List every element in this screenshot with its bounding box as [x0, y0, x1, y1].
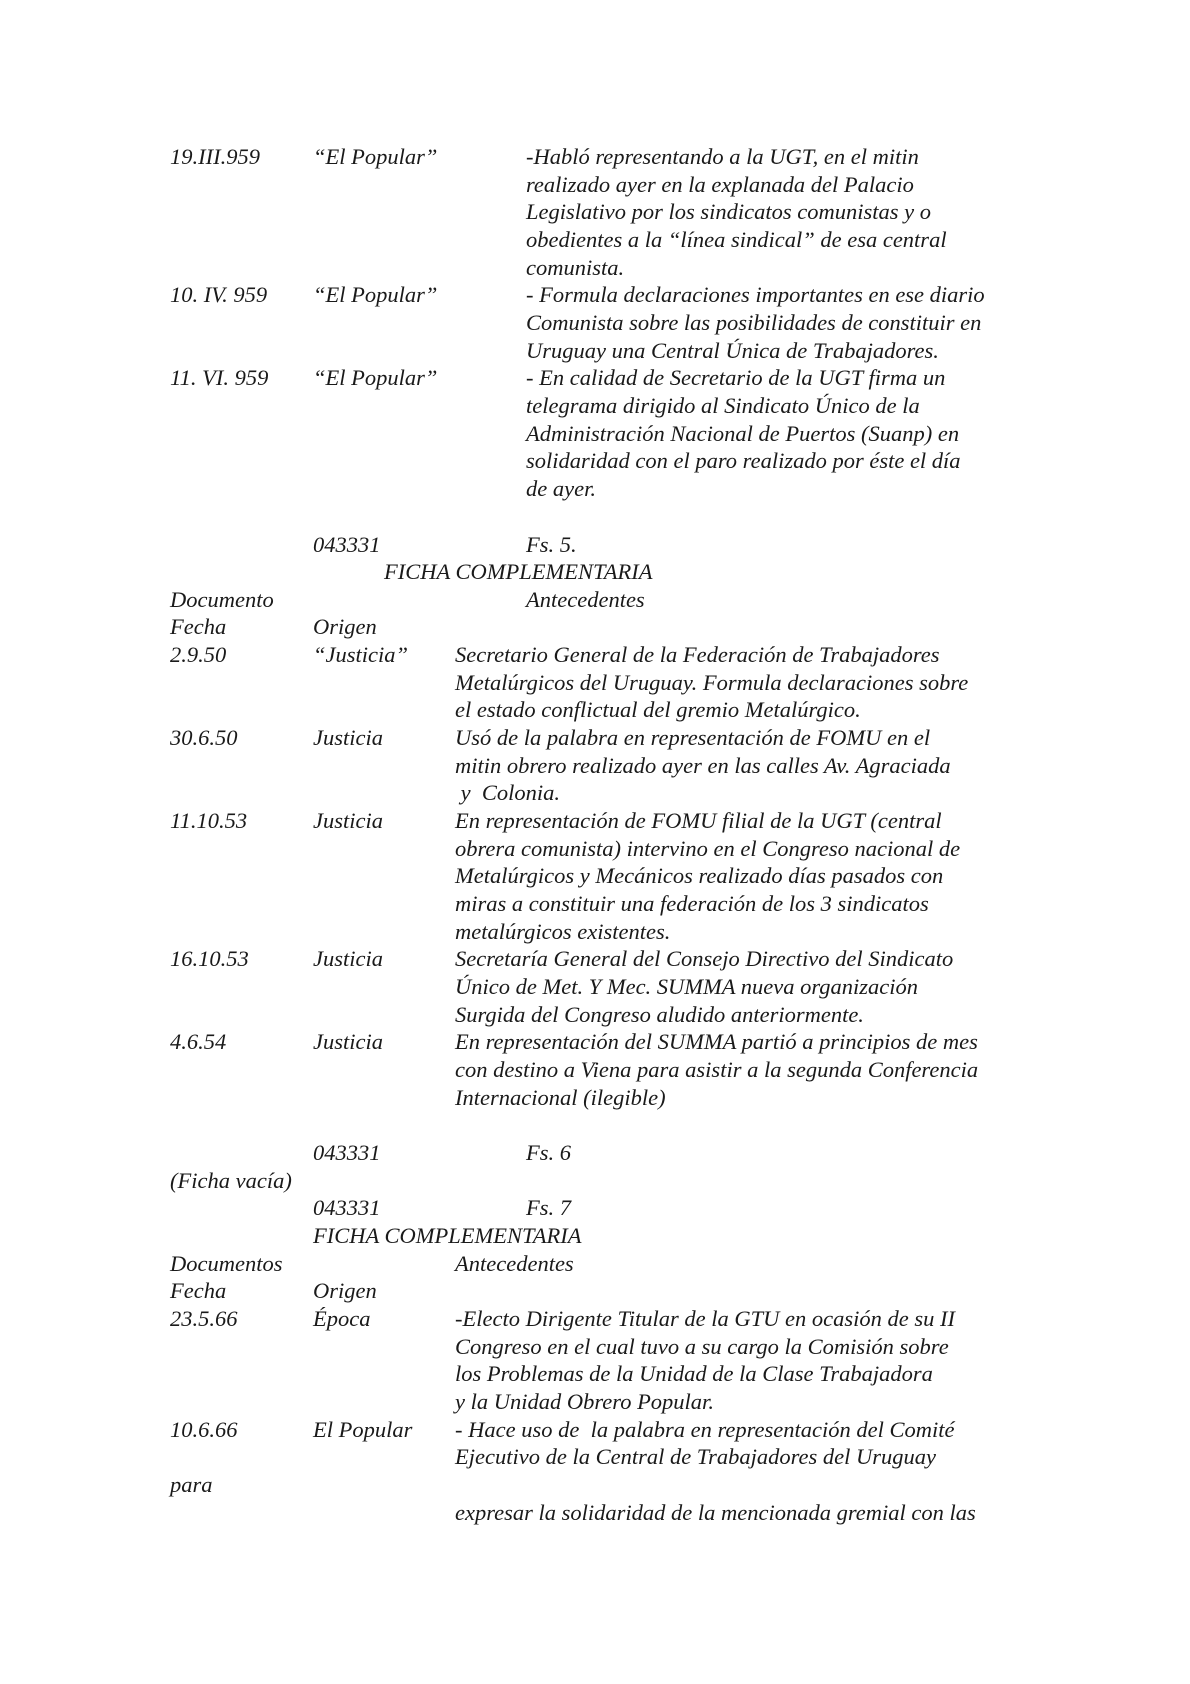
entry-text-line: En representación de FOMU filial de la UGT (central — [455, 808, 942, 833]
entry-text-line: Secretaría General del Consejo Directivo del Sindicato — [455, 946, 954, 971]
entry-text-line: Usó de la palabra en representación de FOMU en el — [455, 725, 931, 750]
entry-text-line: Internacional (ilegible) — [455, 1085, 666, 1110]
entry-text-line: Único de Met. Y Mec. SUMMA nueva organización — [455, 974, 919, 999]
column-header-documentos: Documentos — [170, 1251, 283, 1276]
entry-text-line: el estado conflictual del gremio Metalúrgico. — [455, 697, 861, 722]
entry-text-line: Congreso en el cual tuvo a su cargo la Comisión sobre — [455, 1334, 949, 1359]
entry-text-line: Uruguay una Central Única de Trabajadores. — [526, 338, 939, 363]
entry-text-line: solidaridad con el paro realizado por éste el día — [526, 448, 961, 473]
entry-date: 10.6.66 — [170, 1417, 238, 1442]
entry-text-line: miras a constituir una federación de los 3 sindicatos — [455, 891, 929, 916]
entry-text-line: de ayer. — [526, 476, 596, 501]
entry-date: 19.III.959 — [170, 144, 260, 169]
orphan-word: para — [170, 1472, 213, 1497]
entry-text-line: Legislativo por los sindicatos comunistas y o — [526, 199, 931, 224]
column-header-origen: Origen — [313, 614, 377, 639]
entry-text-line: realizado ayer en la explanada del Palacio — [526, 172, 914, 197]
entry-text-line: comunista. — [526, 255, 625, 280]
entry-date: 4.6.54 — [170, 1029, 227, 1054]
column-header-fecha: Fecha — [170, 614, 227, 639]
empty-ficha-note: (Ficha vacía) — [170, 1168, 292, 1193]
entry-text-line: obedientes a la “línea sindical” de esa central — [526, 227, 947, 252]
column-header-documento: Documento — [170, 587, 274, 612]
entry-text-line: obrera comunista) intervino en el Congreso nacional de — [455, 836, 961, 861]
entry-text-line: -Habló representando a la UGT, en el mitin — [526, 144, 919, 169]
entry-text-line: Metalúrgicos del Uruguay. Formula declaraciones sobre — [455, 670, 969, 695]
entry-date: 11.10.53 — [170, 808, 248, 833]
entry-text-line: y Colonia. — [455, 780, 560, 805]
entry-text-line: - Formula declaraciones importantes en ese diario — [526, 282, 985, 307]
entry-source: Época — [313, 1306, 371, 1331]
entry-text-line: En representación del SUMMA partió a principios de mes — [455, 1029, 978, 1054]
entry-source: “El Popular” — [313, 365, 438, 390]
entry-text-line: telegrama dirigido al Sindicato Único de la — [526, 393, 920, 418]
entry-text-line: los Problemas de la Unidad de la Clase Trabajadora — [455, 1361, 933, 1386]
entry-source: “El Popular” — [313, 282, 438, 307]
ficha-heading: FICHA COMPLEMENTARIA — [313, 1223, 582, 1248]
entry-date: 16.10.53 — [170, 946, 249, 971]
entry-date: 11. VI. 959 — [170, 365, 269, 390]
entry-text-line: Administración Nacional de Puertos (Suanp) en — [526, 421, 960, 446]
entry-text-line: -Electo Dirigente Titular de la GTU en ocasión de su II — [455, 1306, 955, 1331]
entry-text-line: expresar la solidaridad de la mencionada gremial con las — [455, 1500, 976, 1525]
entry-source: Justicia — [313, 808, 383, 833]
entry-source: Justicia — [313, 725, 383, 750]
entry-text-line: metalúrgicos existentes. — [455, 919, 671, 944]
entry-text-line: - Hace uso de la palabra en representación del Comité — [455, 1417, 955, 1442]
entry-text-line: Ejecutivo de la Central de Trabajadores del Uruguay — [455, 1444, 936, 1469]
column-header-fecha: Fecha — [170, 1278, 227, 1303]
entry-source: Justicia — [313, 946, 383, 971]
entry-date: 10. IV. 959 — [170, 282, 268, 307]
entry-text-line: mitin obrero realizado ayer en las calles Av. Agraciada — [455, 753, 951, 778]
entry-text-line: - En calidad de Secretario de la UGT firma un — [526, 365, 946, 390]
column-header-antecedentes: Antecedentes — [455, 1251, 574, 1276]
entry-text-line: con destino a Viena para asistir a la segunda Conferencia — [455, 1057, 979, 1082]
record-number: 043331 — [313, 1140, 381, 1165]
record-number: 043331 — [313, 532, 381, 557]
entry-source: Justicia — [313, 1029, 383, 1054]
entry-text-line: y la Unidad Obrero Popular. — [455, 1389, 714, 1414]
entry-source: “El Popular” — [313, 144, 438, 169]
ficha-heading: FICHA COMPLEMENTARIA — [384, 559, 653, 584]
record-number: 043331 — [313, 1195, 381, 1220]
entry-date: 30.6.50 — [170, 725, 238, 750]
folio-number: Fs. 7 — [526, 1195, 571, 1220]
column-header-antecedentes: Antecedentes — [526, 587, 645, 612]
entry-date: 23.5.66 — [170, 1306, 238, 1331]
folio-number: Fs. 5. — [526, 532, 577, 557]
entry-text-line: Comunista sobre las posibilidades de constituir en — [526, 310, 982, 335]
column-header-origen: Origen — [313, 1278, 377, 1303]
folio-number: Fs. 6 — [526, 1140, 571, 1165]
entry-source: “Justicia” — [313, 642, 409, 667]
entry-text-line: Metalúrgicos y Mecánicos realizado días pasados con — [455, 863, 944, 888]
entry-date: 2.9.50 — [170, 642, 227, 667]
entry-text-line: Secretario General de la Federación de Trabajadores — [455, 642, 940, 667]
entry-source: El Popular — [313, 1417, 413, 1442]
entry-text-line: Surgida del Congreso aludido anteriormente. — [455, 1002, 864, 1027]
